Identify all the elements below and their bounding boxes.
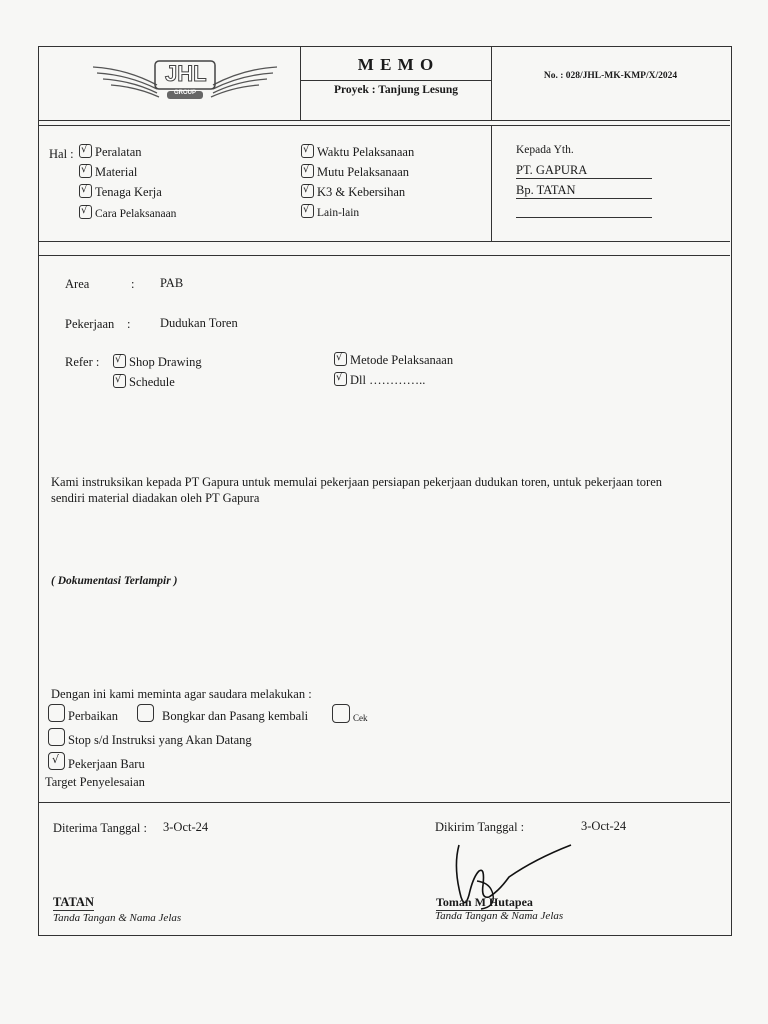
hal-label: Hal :: [49, 147, 74, 161]
header-bottom-line-2: [39, 125, 730, 126]
check-mark-icon: √: [81, 144, 88, 155]
sender-name: Toman M Hutapea: [436, 895, 533, 909]
checkbox[interactable]: [48, 704, 65, 722]
sender-caption: Tanda Tangan & Nama Jelas: [435, 910, 564, 922]
check-mark-icon: √: [52, 753, 60, 766]
checkbox[interactable]: [301, 204, 314, 218]
hal-option-waktu[interactable]: √ Waktu Pelaksanaan: [303, 144, 415, 159]
company-logo: [87, 55, 283, 109]
kepada-label: Kepada Yth.: [516, 144, 574, 156]
area-value: PAB: [160, 276, 184, 290]
memo-title: M E M O: [357, 55, 435, 74]
logo-text: JHL: [165, 61, 207, 86]
project-name: Proyek : Tanjung Lesung: [333, 84, 459, 96]
request-intro: Dengan ini kami meminta agar saudara melakukan :: [51, 687, 312, 701]
hal-option-tenaga-kerja[interactable]: √ Tenaga Kerja: [81, 184, 162, 199]
memo-number: No. : 028/JHL-MK-KMP/X/2024: [543, 71, 678, 81]
check-mark-icon: √: [81, 184, 88, 195]
hal-option-mutu[interactable]: √ Mutu Pelaksanaan: [303, 164, 409, 179]
request-option-pekerjaan-baru[interactable]: √ Pekerjaan Baru: [48, 752, 145, 772]
checkbox[interactable]: [301, 144, 314, 158]
refer-option-schedule[interactable]: √ Schedule: [115, 374, 175, 389]
refer-option-metode[interactable]: √ Metode Pelaksanaan: [336, 352, 454, 367]
instruction-line-2: sendiri material diadakan oleh PT Gapura: [51, 491, 260, 505]
checkbox[interactable]: [48, 752, 65, 770]
hal-option-material[interactable]: √ Material: [81, 164, 138, 179]
check-mark-icon: √: [81, 164, 88, 175]
instruction-line-1: Kami instruksikan kepada PT Gapura untuk memulai pekerjaan persiapan pekerjaan dudukan toren, untuk pekerjaan toren: [51, 475, 663, 489]
diterima-date: 3-Oct-24: [163, 820, 209, 834]
checkbox[interactable]: [79, 164, 92, 178]
hal-option-lain-lain[interactable]: √ Lain-lain: [303, 204, 360, 219]
kepada-extra-line: [516, 201, 652, 218]
kepada-person: Bp. TATAN: [516, 183, 652, 199]
receiver-name: TATAN: [53, 895, 94, 909]
header-bottom-line-1: [39, 120, 730, 121]
check-mark-icon: √: [303, 164, 310, 175]
checkbox[interactable]: [334, 372, 347, 386]
area-label: Area: [65, 277, 90, 291]
check-mark-icon: √: [336, 372, 343, 383]
checkbox[interactable]: [79, 205, 92, 219]
checkbox[interactable]: [301, 184, 314, 198]
dikirim-date: 3-Oct-24: [581, 819, 627, 833]
refer-label: Refer :: [65, 355, 100, 369]
receiver-caption: Tanda Tangan & Nama Jelas: [53, 912, 182, 924]
pekerjaan-value: Dudukan Toren: [160, 316, 238, 330]
check-mark-icon: √: [336, 352, 343, 363]
attachment-note: ( Dokumentasi Terlampir ): [51, 575, 178, 587]
check-mark-icon: √: [303, 144, 310, 155]
request-option-cek[interactable]: Cek: [332, 704, 368, 723]
footer-top-line: [39, 802, 730, 803]
check-mark-icon: √: [303, 184, 310, 195]
checkbox[interactable]: [113, 374, 126, 388]
checkbox[interactable]: [79, 144, 92, 158]
request-option-stop[interactable]: Stop s/d Instruksi yang Akan Datang: [48, 728, 252, 748]
pekerjaan-label: Pekerjaan: [65, 317, 115, 331]
checkbox[interactable]: [79, 184, 92, 198]
dikirim-label: Dikirim Tanggal :: [435, 820, 525, 834]
checkbox[interactable]: [137, 704, 154, 722]
logo-subtext: GROUP: [173, 90, 196, 96]
hal-option-cara-pelaksanaan[interactable]: √ Cara Pelaksanaan: [81, 205, 177, 220]
refer-option-dll[interactable]: √ Dll …………..: [336, 372, 426, 387]
check-mark-icon: √: [81, 205, 88, 216]
header-title-divider: [300, 80, 491, 81]
refer-option-shop-drawing[interactable]: √ Shop Drawing: [115, 354, 202, 369]
memo-form: [38, 46, 732, 936]
hal-option-peralatan[interactable]: √ Peralatan: [81, 144, 142, 159]
target-label: Target Penyelesaian: [45, 775, 145, 789]
hal-bottom-line-1: [39, 241, 730, 242]
kepada-company: PT. GAPURA: [516, 163, 652, 179]
diterima-label: Diterima Tanggal :: [53, 821, 148, 835]
check-mark-icon: √: [303, 204, 310, 215]
checkbox[interactable]: [113, 354, 126, 368]
check-mark-icon: √: [115, 354, 122, 365]
check-mark-icon: √: [115, 374, 122, 385]
hal-divider: [491, 125, 492, 241]
header-divider-2: [491, 47, 492, 120]
pekerjaan-separator: :: [127, 317, 131, 331]
request-option-perbaikan[interactable]: Perbaikan: [48, 704, 118, 724]
hal-bottom-line-2: [39, 255, 730, 256]
checkbox[interactable]: [334, 352, 347, 366]
hal-option-k3[interactable]: √ K3 & Kebersihan: [303, 184, 406, 199]
area-separator: :: [131, 277, 135, 291]
checkbox[interactable]: [48, 728, 65, 746]
request-option-bongkar[interactable]: Bongkar dan Pasang kembali: [137, 704, 308, 724]
checkbox[interactable]: [332, 704, 350, 723]
checkbox[interactable]: [301, 164, 314, 178]
